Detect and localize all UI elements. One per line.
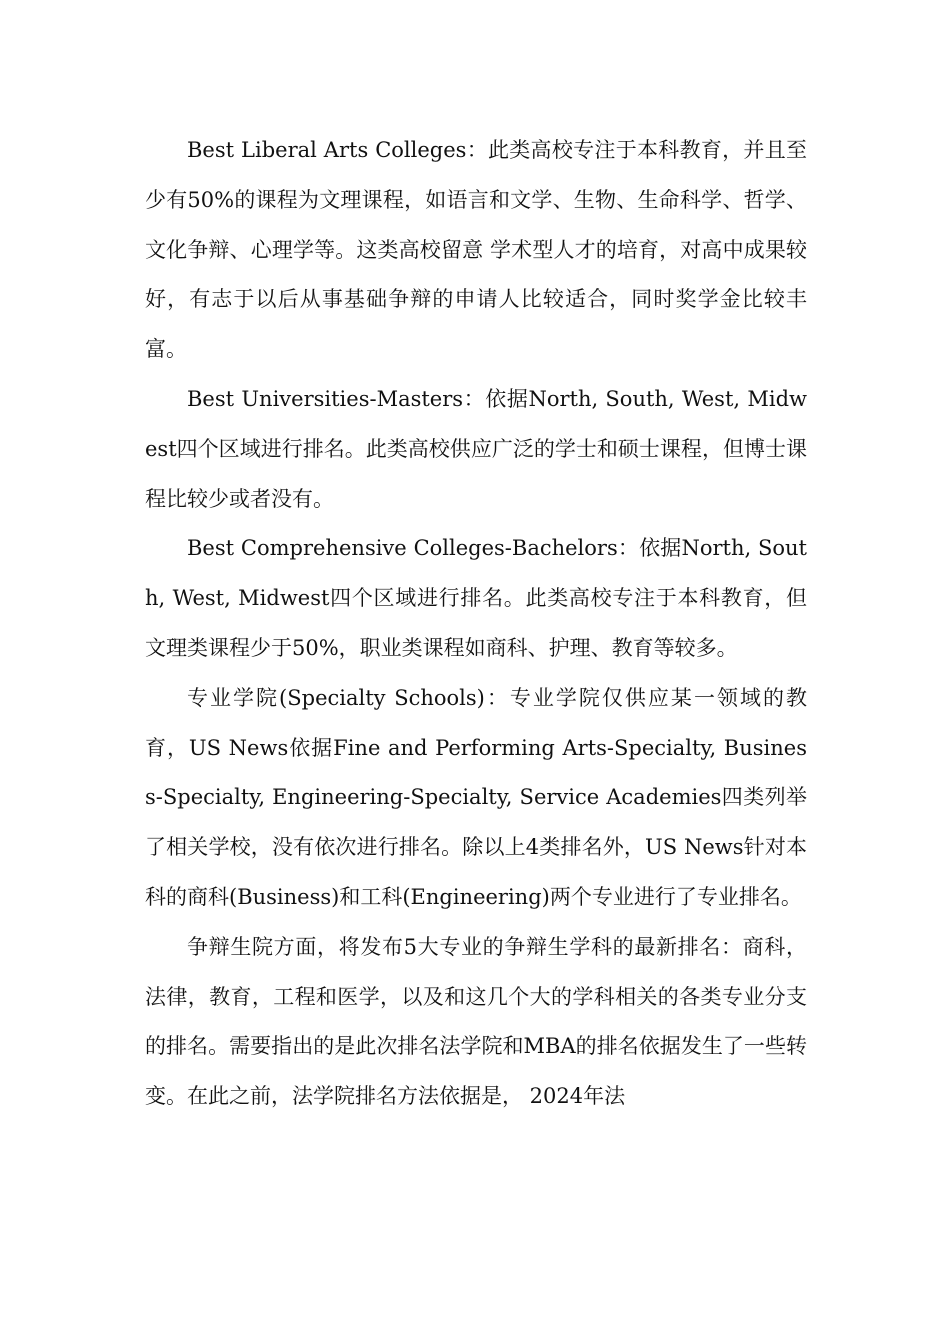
paragraph-universities-masters: Best Universities-Masters：依据North, South, West, Midwest四个区域进行排名。此类高校供应广泛的学士和硕士课程，但博士课程比较少或者没有。 xyxy=(145,386,807,511)
paragraph-comprehensive-colleges: Best Comprehensive Colleges-Bachelors：依据North, South, West, Midwest四个区域进行排名。此类高校专注于本科教育，但文理类课程少于50%，职业类课程如商科、护理、教育等较多。 xyxy=(145,536,807,660)
paragraph-liberal-arts-colleges: Best Liberal Arts Colleges：此类高校专注于本科教育，并且至少有50%的课程为文理课程，如语言和文学、生物、生命科学、哲学、文化争辩、心理学等。这类高校留意 学术型人才的培育，对高中成果较好，有志于以后从事基础争辩的申请人比较适合，同时奖学金比较丰富。 xyxy=(145,138,807,362)
paragraph-specialty-schools: 专业学院(Specialty Schools)：专业学院仅供应某一领域的教育，US News依据Fine and Performing Arts-Specialty, Business-Specialty, Engineering-Specialty, Service Academies四类列举了相关学校，没有依次进行排名。除以上4类排名外，US News针对本科的商科(Business)和工科(Engineering)两个专业进行了专业排名。 xyxy=(145,685,807,909)
paragraph-graduate-schools: 争辩生院方面，将发布5大专业的争辩生学科的最新排名：商科，法律，教育，工程和医学，以及和这几个大的学科相关的各类专业分支的排名。需要指出的是此次排名法学院和MBA的排名依据发生了一些转变。在此之前，法学院排名方法依据是， 2024年法 xyxy=(145,934,807,1109)
document-body xyxy=(145,126,807,1122)
